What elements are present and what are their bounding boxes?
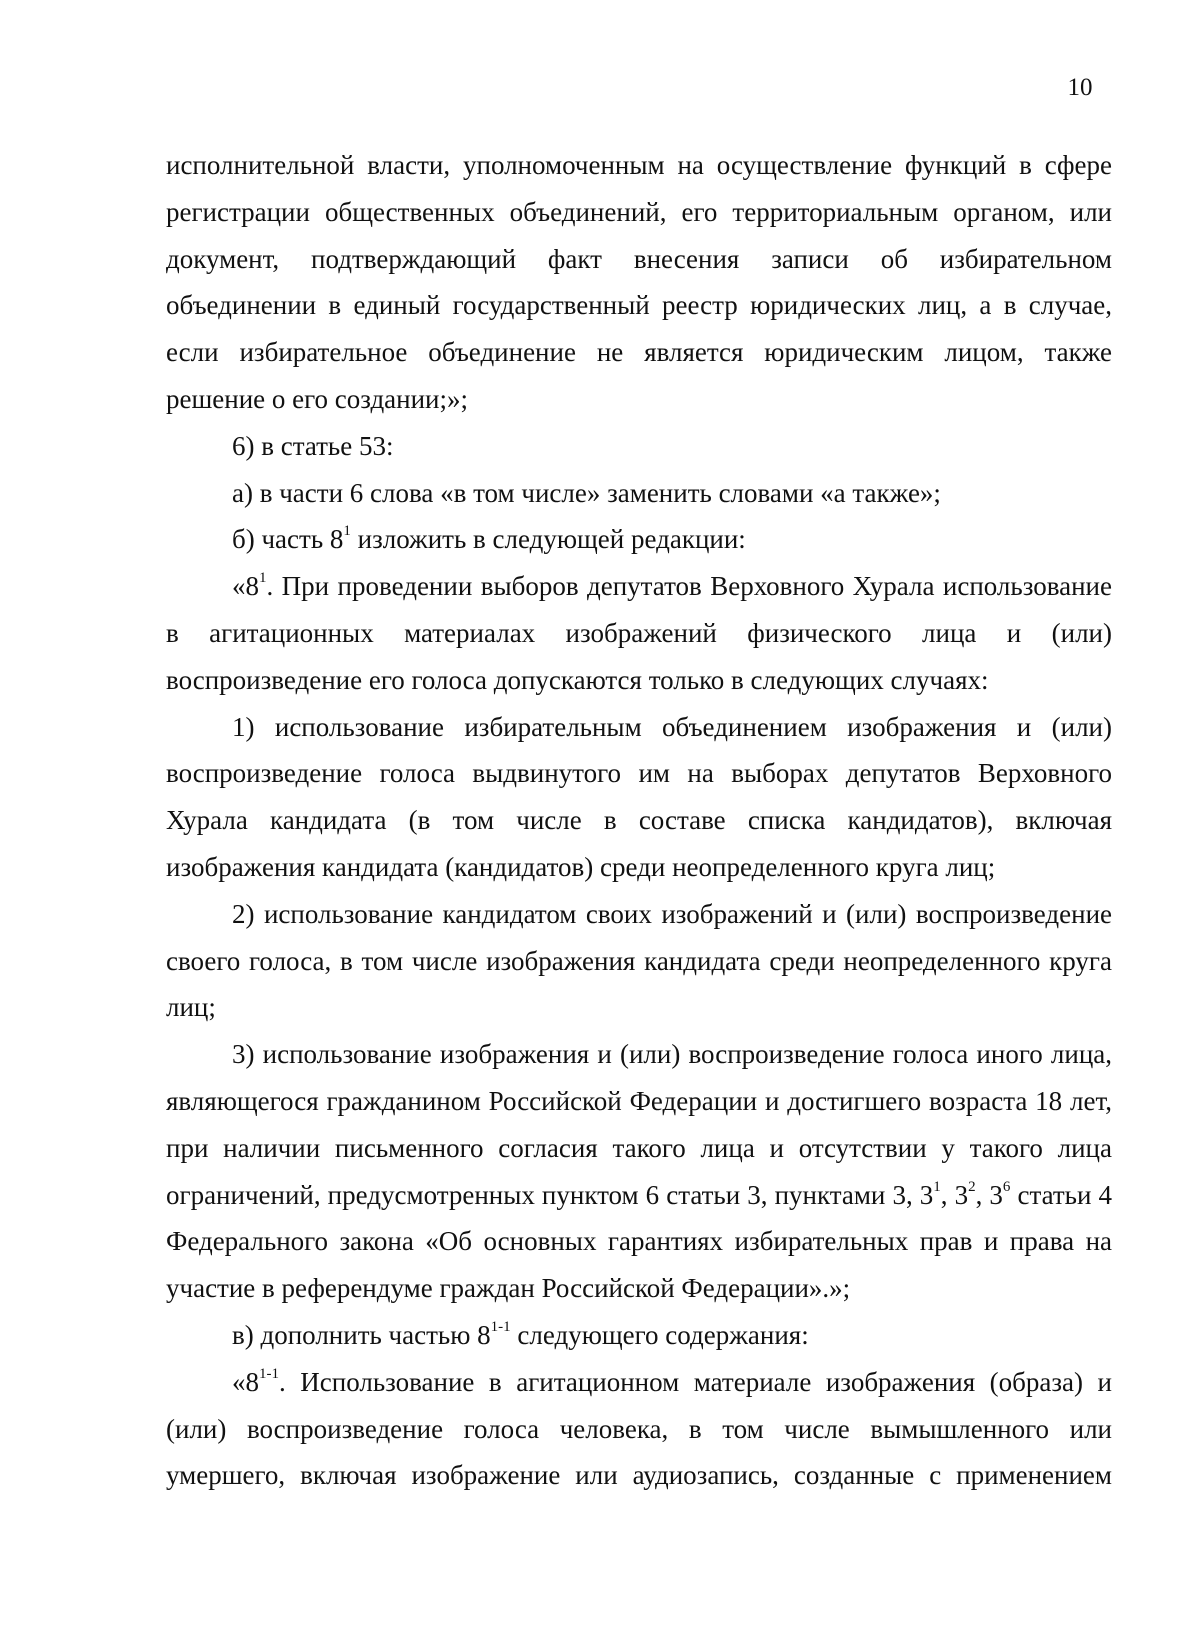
text-run: «8 [232,1366,259,1397]
paragraph-part-6: а) в части 6 слова «в том числе» заменить словами «а также»; [232,477,941,508]
paragraph-part-8-1-text [166,563,1112,703]
paragraph-item-3 [166,1031,1112,1312]
paragraph-registration: исполнительной власти, уполномоченным на осуществление функций в сфере регистрации общественных объединений, его территориальным органом, или документ, подтверждающий факт внесения записи об избирательном объединении в единый государственный реестр юридических лиц, а в случае, если избирательное объединение не является юридическим лицом, также решение о его создании;»; [166,150,1112,414]
text-run: б) часть 8 [232,524,344,555]
text-run: изложить в следующей редакции: [350,524,746,555]
page-number: 10 [1067,74,1093,101]
text-run: статьи 4 Федерального закона «Об основных гарантиях избирательных прав и права на участие в референдуме граждан Российской Федерации».»; [166,1179,1113,1304]
superscript: 1 [259,570,267,587]
paragraph-article-53: 6) в статье 53: [232,430,394,461]
text-run: следующего содержания: [510,1319,809,1350]
superscript: 1 [933,1178,941,1195]
paragraph-item-1: 1) использование избирательным объединением изображения и (или) воспроизведение голоса выдвинутого им на выборах депутатов Верховного Хурала кандидата (в том числе в составе списка кандидатов), включая изображения кандидата (кандидатов) среди неопределенного круга лиц; [166,711,1112,882]
paragraph-item-2: 2) использование кандидатом своих изображений и (или) воспроизведение своего голоса, в том числе изображения кандидата среди неопределенного круга лиц; [166,898,1112,1023]
superscript: 1 [343,523,351,540]
superscript: 1-1 [490,1318,511,1335]
text-run: . Использование в агитационном материале изображения (образа) и (или) воспроизведение голоса человека, в том числе вымышленного или умершего, включая изображение или аудиозапись, созданные с применением [166,1366,1112,1491]
text-run: 3) использование изображения и (или) воспроизведение голоса иного лица, являющегося гражданином Российской Федерации и достигшего возраста 18 лет, при наличии письменного согласия такого лица и отсутствии у такого лица ограничений, предусмотренных пунктом 6 статьи 3, пунктами 3, 3 [166,1039,1112,1210]
superscript: 6 [1002,1178,1011,1195]
paragraph-part-8-1-1-intro [166,1312,1112,1359]
text-run: в) дополнить частью 8 [232,1319,491,1350]
superscript: 1-1 [259,1365,279,1382]
text-run: . При проведении выборов депутатов Верховного Хурала использование в агитационных материалах изображений физического лица и (или) воспроизведение его голоса допускаются только в следующих случаях: [166,571,1112,695]
paragraph-part-8-1-1-text [166,1359,1112,1499]
text-run: , 3 [975,1179,1003,1210]
paragraph-part-8-1-intro [166,516,1112,563]
superscript: 2 [968,1178,976,1195]
document-body [166,142,1112,1499]
text-run: «8 [232,571,259,602]
text-run: , 3 [940,1179,969,1210]
